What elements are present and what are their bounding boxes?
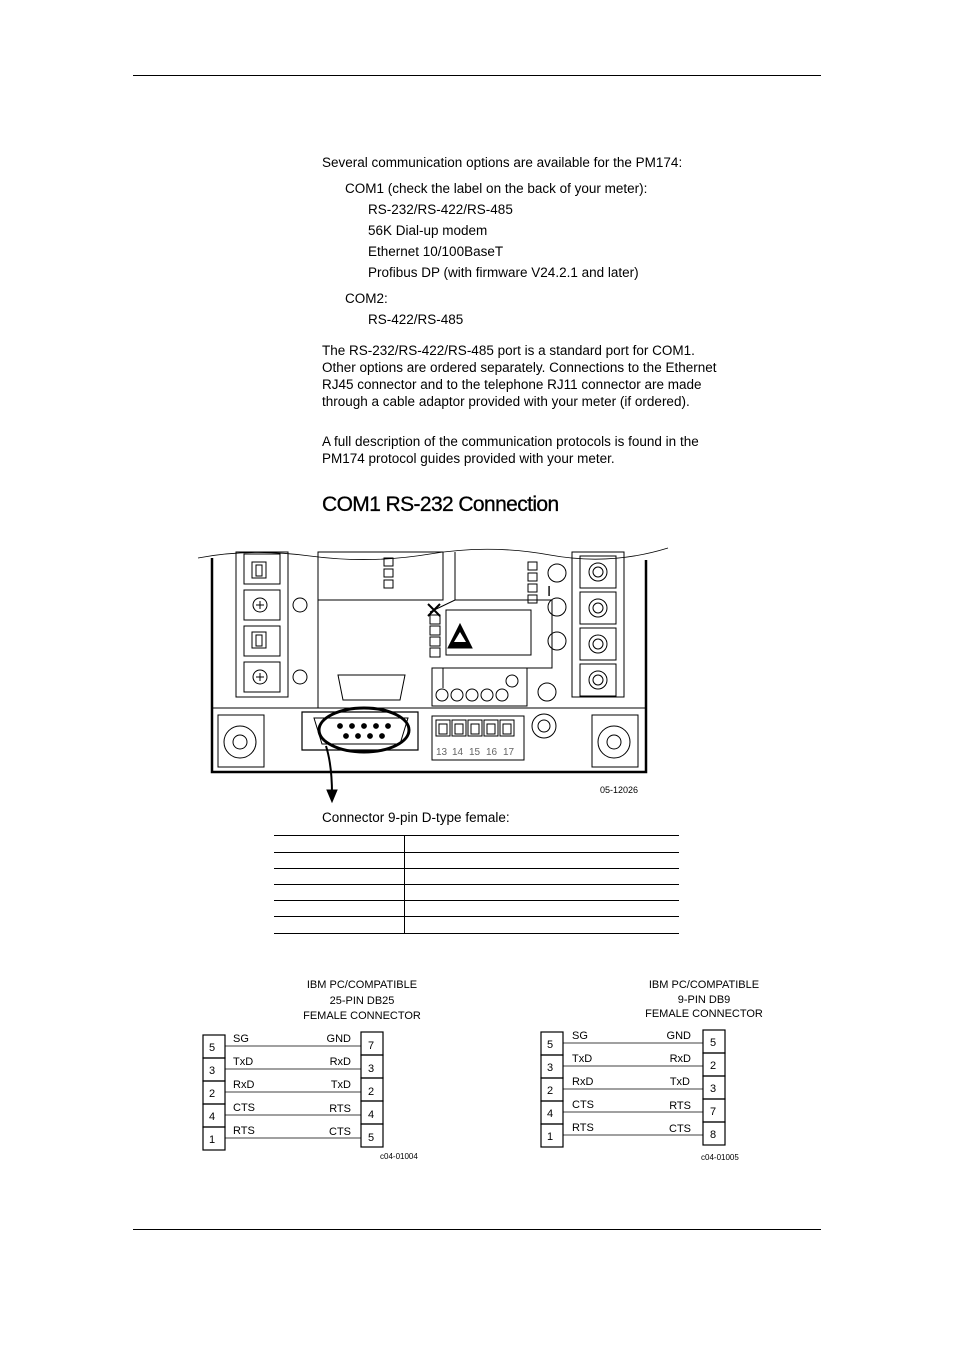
com2-heading: COM2: [345,291,388,306]
db9-left-pin: 5 [547,1039,554,1051]
db9-pin-type: 9-PIN DB9 [677,994,731,1006]
section-title: COM1 RS-232 Connection [322,493,559,516]
intro-text: Several communication options are available for the PM174: [322,155,683,170]
db25-title: IBM PC/COMPATIBLE [306,979,418,991]
db25-left-signal: TxD [233,1056,254,1068]
header-rule [133,75,821,76]
db9-wiring-diagram [533,972,773,1167]
com1-item: 56K Dial-up modem [368,223,488,238]
figure-id: 05-12026 [600,785,639,795]
db25-right-signal: RTS [329,1103,351,1115]
db25-left-pin: 3 [209,1065,216,1077]
db9-right-pin: 5 [710,1037,717,1049]
db9-left-signal: SG [572,1030,588,1042]
db9-left-pin: 3 [547,1062,554,1074]
db25-connector-type: FEMALE CONNECTOR [303,1010,421,1022]
db9-left-signal: RTS [572,1122,594,1134]
db25-left-pin: 1 [209,1134,216,1146]
device-panel-figure [190,540,670,805]
db25-right-pin: 5 [368,1132,375,1144]
db9-right-signal: TxD [669,1076,690,1088]
db25-left-signal: RTS [233,1125,255,1137]
db25-left-signal: RxD [233,1079,255,1091]
db25-right-signal: CTS [329,1126,351,1138]
db9-title: IBM PC/COMPATIBLE [648,979,760,991]
terminal-number: 15 [469,747,481,758]
db25-left-signal: CTS [233,1102,255,1114]
com1-item: Ethernet 10/100BaseT [368,244,504,259]
db9-left-pin: 2 [547,1085,554,1097]
connector-caption: Connector 9-pin D-type female: [322,810,510,825]
db9-right-signal: CTS [669,1123,691,1135]
db9-right-pin: 3 [710,1083,717,1095]
terminal-number: 17 [503,747,515,758]
com1-heading: COM1 (check the label on the back of your meter): [345,181,648,196]
footer-rule [133,1229,821,1230]
db9-left-signal: RxD [572,1076,594,1088]
indicator-label: I [547,583,552,600]
db9-left-pin: 4 [547,1108,554,1120]
terminal-number: 13 [436,747,448,758]
db9-right-pin: 7 [710,1106,717,1118]
com1-item: Profibus DP (with firmware V24.2.1 and later) [368,265,639,280]
db25-left-signal: SG [233,1033,249,1045]
db9-right-pin: 8 [710,1129,717,1141]
db25-wiring-diagram [195,972,435,1167]
db25-left-pin: 2 [209,1088,216,1100]
db25-right-pin: 2 [368,1086,375,1098]
db25-left-pin: 5 [209,1042,216,1054]
db25-right-pin: 7 [368,1040,375,1052]
db9-right-signal: RTS [669,1100,691,1112]
db9-figure-id: c04-01005 [701,1153,739,1162]
paragraph-ports: The RS-232/RS-422/RS-485 port is a standard port for COM1. Other options are ordered separately. Connections to the Ethernet RJ45 connector and to the telephone RJ11 connector are made through a cable adaptor provided with your meter (if ordered). [322,343,717,409]
com1-item: RS-232/RS-422/RS-485 [368,202,513,217]
db25-right-signal: TxD [330,1079,351,1091]
db25-right-pin: 4 [368,1109,375,1121]
paragraph-protocols: A full description of the communication protocols is found in the PM174 protocol guides provided with your meter. [322,434,699,466]
db25-right-signal: GND [326,1033,351,1045]
db9-right-signal: GND [666,1030,691,1042]
db9-connector-type: FEMALE CONNECTOR [645,1008,763,1020]
db25-right-pin: 3 [368,1063,375,1075]
terminal-number: 14 [452,747,464,758]
db9-right-signal: RxD [669,1053,691,1065]
db25-figure-id: c04-01004 [380,1152,418,1161]
db25-pin-type: 25-PIN DB25 [329,995,395,1007]
db9-left-signal: CTS [572,1099,594,1111]
com2-item: RS-422/RS-485 [368,312,464,327]
db9-right-pin: 2 [710,1060,717,1072]
db9-left-pin: 1 [547,1131,554,1143]
db9-left-signal: TxD [572,1053,593,1065]
db25-left-pin: 4 [209,1111,216,1123]
db25-right-signal: RxD [329,1056,351,1068]
terminal-number: 16 [486,747,498,758]
